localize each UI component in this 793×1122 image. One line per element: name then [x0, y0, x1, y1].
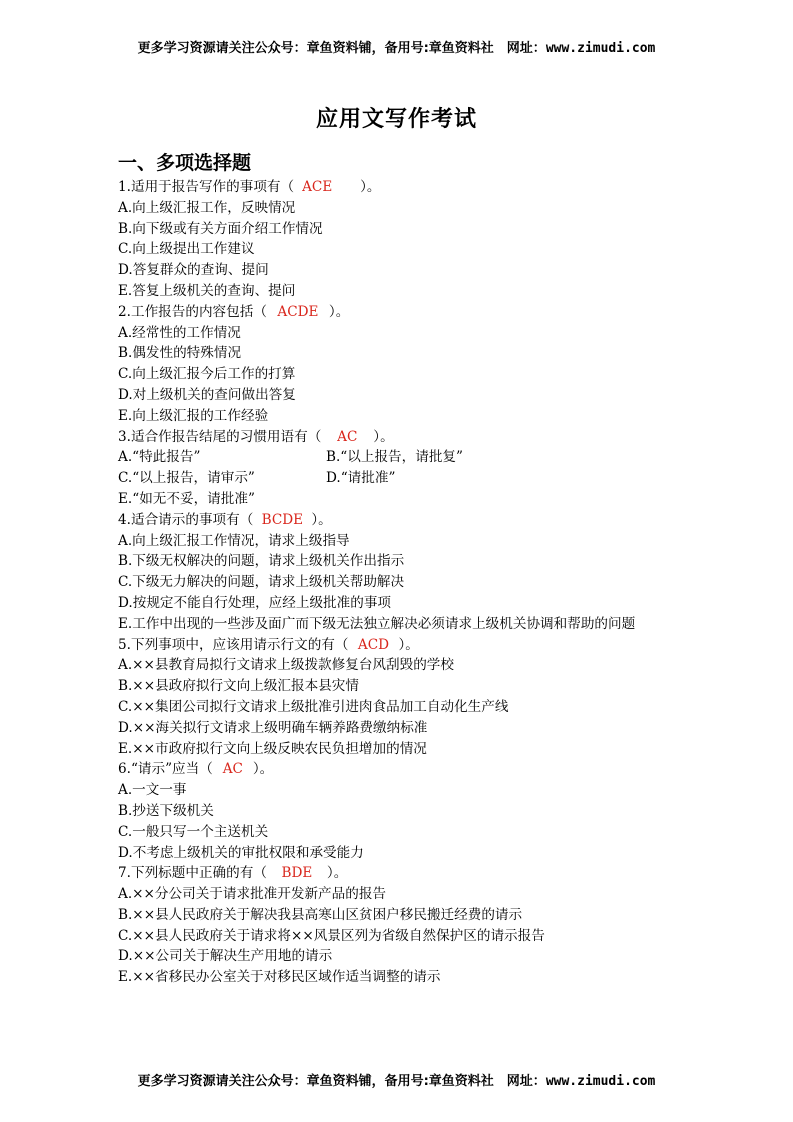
answer-mark: AC	[337, 428, 358, 445]
option-item: C.下级无力解决的问题，请求上级机关帮助解决	[118, 574, 405, 591]
answer-mark: ACE	[302, 179, 333, 195]
question-stem: 3.适合作报告结尾的习惯用语有（ AC ）。	[118, 427, 678, 448]
footer-banner	[0, 1070, 793, 1089]
option-item: E.“如无不妥，请批准”	[118, 490, 255, 507]
page-title: 应用文写作考试	[315, 107, 477, 132]
option-item: D.××公司关于解决生产用地的请示	[118, 948, 333, 965]
option-item: C.“以上报告，请审示”	[118, 470, 255, 487]
option-item: E.××省移民办公室关于对移民区域作适当调整的请示	[118, 969, 441, 986]
banner-url: www.zimudi.com	[545, 41, 656, 56]
option-item: B.下级无权解决的问题，请求上级机关作出指示	[118, 553, 405, 570]
option-item: C.××县人民政府关于请求将××风景区列为省级自然保护区的请示报告	[118, 927, 545, 944]
option-item: A.××县教育局拟行文请求上级拨款修复台风刮毁的学校	[118, 657, 454, 674]
option-item: D.按规定不能自行处理，应经上级批准的事项	[118, 594, 392, 611]
option-item: D.不考虑上级机关的审批权限和承受能力	[118, 844, 364, 861]
option-item: A.一文一事	[118, 782, 187, 799]
question-stem: 2.工作报告的内容包括（ ACDE ）。	[118, 302, 678, 323]
question-list	[118, 177, 678, 988]
banner-url: www.zimudi.com	[545, 1074, 656, 1089]
answer-mark: BDE	[281, 865, 313, 882]
answer-mark: ACDE	[277, 303, 319, 320]
option-item: E.向上级汇报的工作经验	[118, 407, 269, 424]
option-item: A.××分公司关于请求批准开发新产品的报告	[118, 886, 387, 903]
option-item: B.抄送下级机关	[118, 802, 214, 819]
option-item: C.向上级提出工作建议	[118, 241, 255, 258]
option-item: E.××市政府拟行文向上级反映农民负担增加的情况	[118, 740, 427, 757]
answer-mark: AC	[222, 761, 243, 778]
option-item: A.向上级汇报工作情况，请求上级指导	[118, 532, 350, 549]
option-item: E.工作中出现的一些涉及面广而下级无法独立解决必须请求上级机关协调和帮助的问题	[118, 615, 636, 632]
option-item: C.向上级汇报今后工作的打算	[118, 366, 296, 383]
question-stem: 7.下列标题中正确的有（ BDE ）。	[118, 863, 678, 884]
option-item: B.××县政府拟行文向上级汇报本县灾情	[118, 678, 359, 695]
question-stem: 5.下列事项中，应该用请示行文的有（ ACD ）。	[118, 635, 678, 656]
question-stem: 6.“请示”应当（ AC ）。	[118, 759, 678, 780]
option-item: A.“特此报告”	[118, 449, 201, 466]
option-item: C.××集团公司拟行文请求上级批准引进肉食品加工自动化生产线	[118, 698, 509, 715]
option-item: D.××海关拟行文请求上级明确车辆养路费缴纳标准	[118, 719, 428, 736]
option-item: A.经常性的工作情况	[118, 324, 241, 341]
answer-mark: ACD	[357, 636, 390, 653]
section-heading: 一、多项选择题	[118, 152, 252, 174]
answer-mark: BCDE	[261, 511, 304, 528]
option-item: D.“请批准”	[326, 470, 396, 487]
banner-text: 更多学习资源请关注公众号：章鱼资料铺，备用号:章鱼资料社 网址：	[137, 1074, 546, 1089]
option-item: E.答复上级机关的查询、提问	[118, 282, 296, 299]
option-item: B.偶发性的特殊情况	[118, 345, 242, 362]
question-stem: 1.适用于报告写作的事项有（ ACE ）。	[118, 177, 678, 198]
option-item: B.“以上报告，请批复”	[326, 449, 463, 466]
option-item: B.××县人民政府关于解决我县高寒山区贫困户移民搬迁经费的请示	[118, 906, 523, 923]
option-item: D.答复群众的查询、提问	[118, 262, 269, 279]
header-banner	[0, 37, 793, 56]
option-item: C.一般只写一个主送机关	[118, 823, 269, 840]
question-stem: 4.适合请示的事项有（ BCDE ）。	[118, 510, 678, 531]
banner-text: 更多学习资源请关注公众号：章鱼资料铺，备用号:章鱼资料社 网址：	[137, 41, 546, 56]
option-item: B.向下级或有关方面介绍工作情况	[118, 220, 323, 237]
option-item: D.对上级机关的查问做出答复	[118, 386, 296, 403]
option-item: A.向上级汇报工作，反映情况	[118, 199, 296, 216]
